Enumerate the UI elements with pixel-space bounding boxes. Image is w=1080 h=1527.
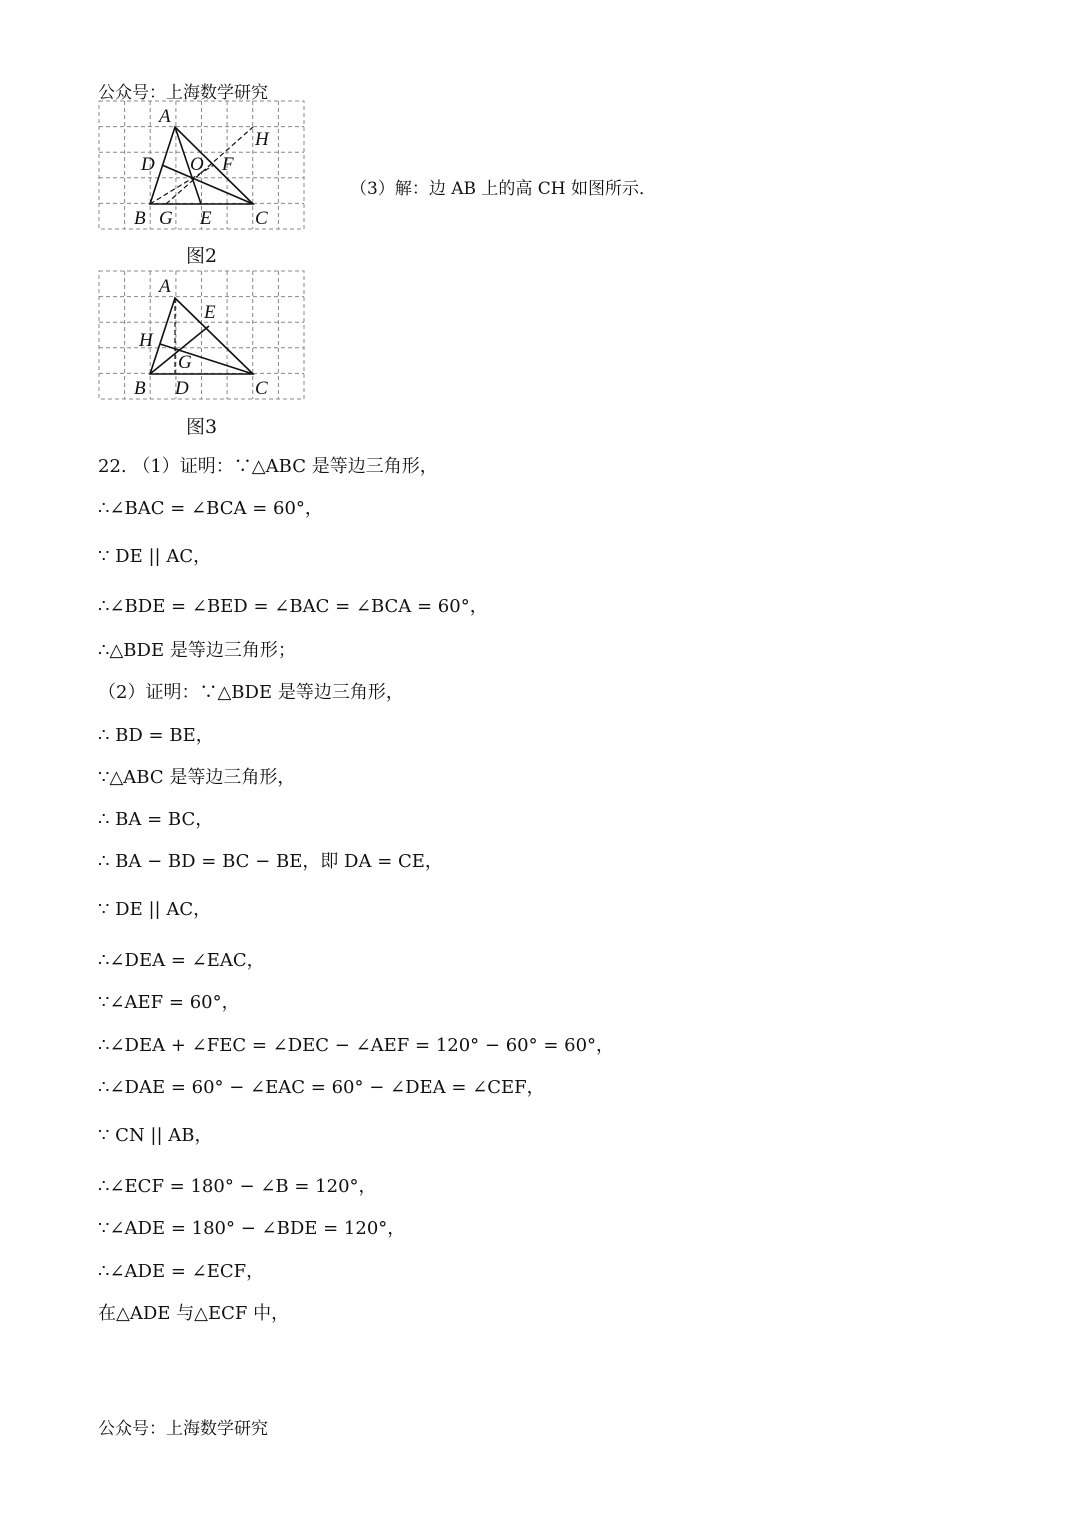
fig3-label-g: G (178, 352, 192, 373)
solution-line: ∴∠DAE = 60° − ∠EAC = 60° − ∠DEA = ∠CEF， (98, 1077, 545, 1098)
solution-line: ∴ BA − BD = BC − BE，即 DA = CE， (98, 851, 443, 872)
fig2-label-a: A (159, 106, 171, 127)
solution-line: 在△ADE 与△ECF 中， (98, 1303, 290, 1324)
solution-line: ∵△ABC 是等边三角形， (98, 767, 296, 788)
solution-line: 22. （1）证明：∵△ABC 是等边三角形， (98, 456, 438, 477)
figure-3-caption: 图3 (186, 416, 218, 438)
solution-line: ∵ CN || AB， (98, 1125, 213, 1146)
fig2-label-e: E (200, 208, 212, 229)
fig3-label-h: H (139, 330, 153, 351)
fig3-label-b: B (134, 378, 146, 399)
solution-line: ∴∠DEA = ∠EAC， (98, 950, 265, 971)
fig3-label-d: D (175, 378, 189, 399)
solution-line: ∴ BD = BE， (98, 725, 214, 746)
solution-line: ∴ BA = BC， (98, 809, 214, 830)
fig2-label-d: D (141, 154, 155, 175)
figure-2-caption: 图2 (186, 245, 218, 267)
figure-3 (98, 270, 305, 402)
fig2-label-o: O (190, 154, 204, 175)
fig2-label-h: H (255, 129, 269, 150)
figure-2 (98, 100, 305, 232)
fig3-label-c: C (255, 378, 268, 399)
part3-answer: （3）解：边 AB 上的高 CH 如图所示． (350, 179, 657, 199)
fig2-label-c: C (255, 208, 268, 229)
solution-line: ∴∠BDE = ∠BED = ∠BAC = ∠BCA = 60°， (98, 596, 488, 617)
figure-2-grid-diagram (98, 100, 305, 232)
solution-line: ∵∠AEF = 60°， (98, 992, 240, 1013)
source-footer: 公众号：上海数学研究 (98, 1419, 268, 1439)
solution-line: ∵ DE || AC， (98, 546, 212, 567)
solution-line: ∴△BDE 是等边三角形； (98, 640, 296, 661)
solution-line: ∵ DE || AC， (98, 899, 212, 920)
figure-3-grid-diagram (98, 270, 305, 402)
source-header: 公众号：上海数学研究 (98, 83, 268, 103)
fig3-label-e: E (204, 302, 216, 323)
solution-line: ∴∠BAC = ∠BCA = 60°， (98, 498, 323, 519)
fig2-label-f: F (222, 154, 234, 175)
solution-line: ∵∠ADE = 180° − ∠BDE = 120°， (98, 1218, 406, 1239)
fig2-label-g: G (159, 208, 173, 229)
fig3-label-a: A (159, 276, 171, 297)
fig2-label-b: B (134, 208, 146, 229)
solution-line: ∴∠ECF = 180° − ∠B = 120°， (98, 1176, 377, 1197)
solution-line: ∴∠ADE = ∠ECF， (98, 1261, 265, 1282)
solution-line: ∴∠DEA + ∠FEC = ∠DEC − ∠AEF = 120° − 60° = 60°， (98, 1035, 615, 1056)
solution-line: （2）证明：∵△BDE 是等边三角形， (98, 682, 404, 703)
